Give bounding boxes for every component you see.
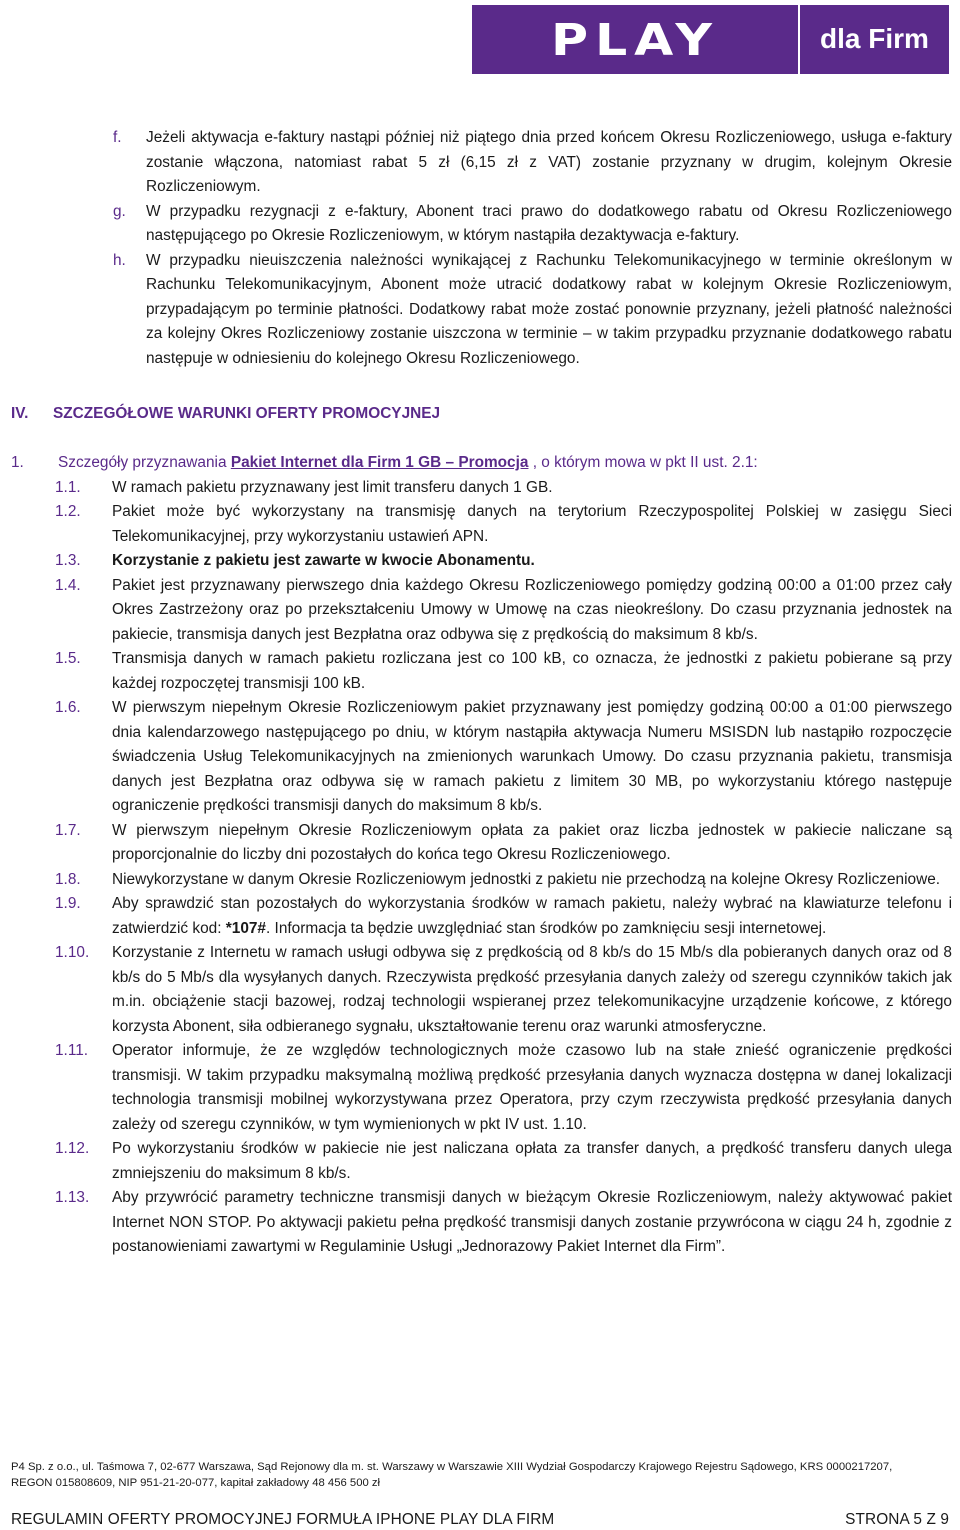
item-number: 1.2.	[55, 503, 81, 520]
item-number: 1.3.	[55, 552, 81, 569]
item-number: 1.6.	[55, 699, 81, 716]
intro-pre: Szczegóły przyznawania	[58, 454, 231, 471]
document-title: REGULAMIN OFERTY PROMOCYJNEJ FORMUŁA IPHONE PLAY DLA FIRM	[11, 1511, 555, 1528]
numbered-item	[0, 1186, 960, 1260]
list-item	[0, 126, 960, 200]
item-number: 1.7.	[55, 821, 81, 839]
item-number: 1.11.	[55, 1042, 89, 1059]
item-text: W pierwszym niepełnym Okresie Rozliczeniowym opłata za pakiet oraz liczba jednostek w pakiecie naliczane są proporcjonalnie do liczby dni pozostałych do końca tego Okresu Rozliczeniowego.	[112, 821, 952, 863]
section-title: SZCZEGÓŁOWE WARUNKI OFERTY PROMOCYJNEJ	[53, 405, 441, 422]
list-item	[0, 249, 960, 372]
numbered-item	[0, 696, 960, 819]
numbered-item	[0, 941, 960, 1039]
intro-number: 1.	[11, 454, 24, 471]
footer-line-2: REGON 015808609, NIP 951-21-20-077, kapitał zakładowy 48 456 500 zł	[11, 1477, 381, 1489]
item-number: 1.8.	[55, 870, 81, 888]
numbered-item	[0, 892, 960, 941]
item-text: Po wykorzystaniu środków w pakiecie nie jest naliczana opłata za transfer danych, a prędkość transferu danych ulega zmniejszeniu do maksimum 8 kb/s.	[112, 1140, 952, 1182]
item-text-post: . Informacja ta będzie uwzględniać stan środków po zamknięciu sesji internetowej.	[266, 919, 827, 937]
item-number: 1.4.	[55, 576, 81, 594]
play-dla-firm-logo	[472, 5, 949, 74]
numbered-item	[0, 647, 960, 696]
numbered-item	[0, 1039, 960, 1137]
item-text: Pakiet jest przyznawany pierwszego dnia każdego Okresu Rozliczeniowego pomiędzy godziną 00:00 a 01:00 przez cały Okres Zastrzeżony oraz po przekształceniu Umowy w Umowę na czas nieokreślony. Do czasu przyznania jednostek na pakiecie, transmisja danych jest Bezpłatna oraz odbywa się z prędkością do maksimum 8 kb/s.	[112, 576, 952, 643]
numbered-item	[0, 1137, 960, 1186]
numbered-item	[0, 549, 960, 574]
numbered-item	[0, 574, 960, 648]
dla-firm-logo-block	[800, 5, 949, 74]
item-text: Niewykorzystane w danym Okresie Rozliczeniowym jednostki z pakietu nie przechodzą na kolejne Okresy Rozliczeniowe.	[112, 870, 941, 888]
item-number: 1.12.	[55, 1140, 90, 1157]
item-text: W ramach pakietu przyznawany jest limit transferu danych 1 GB.	[112, 478, 553, 496]
item-number: 1.13.	[55, 1189, 90, 1206]
numbered-item	[0, 868, 960, 893]
intro-paragraph	[0, 451, 960, 476]
item-text: W pierwszym niepełnym Okresie Rozliczeniowym pakiet przyznawany jest pomiędzy godziną 00:00 a 01:00 pierwszego dnia kalendarzowego następującego po dniu, w którym nastąpiła aktywacja Numeru MSISDN lub nastąpiło rozpoczęcie świadczenia Usług Telekomunikacyjnych na zmienionych warunkach Umowy. Do czasu przyznania pakietu, transmisja danych jest Bezpłatna oraz odbywa się w ramach pakietu z limitem 30 MB, po wykorzystaniu którego następuje ograniczenie prędkości transmisji danych do maksimum 8 kb/s.	[112, 699, 952, 814]
logo-brand: PLAY	[551, 15, 719, 66]
play-logo-block	[472, 5, 798, 74]
item-text: Operator informuje, że ze względów technologicznych może czasowo lub na stałe znieść ograniczenie prędkości transmisji. W takim przypadku maksymalną możliwą prędkość przesyłania danych wyznacza dostępna w danej lokalizacji technologia transmisji mobilnej wykorzystywana przez Operatora, przy czym rzeczywista prędkość przesyłania danych zależy od szeregu czynników, w tym wymienionych w pkt IV ust. 1.10.	[112, 1042, 952, 1133]
numbered-item	[0, 819, 960, 868]
footer-line-1: P4 Sp. z o.o., ul. Taśmowa 7, 02-677 Warszawa, Sąd Rejonowy dla m. st. Warszawy w Warszawie XIII Wydział Gospodarczy Krajowego Rejestru Sądowego, KRS 0000217207,	[11, 1461, 893, 1473]
item-text: Korzystanie z Internetu w ramach usługi odbywa się z prędkością od 8 kb/s do 15 Mb/s dla pobieranych danych oraz od 8 kb/s do 5 Mb/s dla wysyłanych danych. Rzeczywista prędkość przesyłania danych zależy od szeregu czynników takich jak m.in. obciążenie stacji bazowej, rodzaj technologii wspieranej przez telekomunikacyjne urządzenie końcowe, z którego korzysta Abonent, siła odbieranego sygnału, ukształtowanie terenu oraz warunki atmosferyczne.	[112, 944, 952, 1035]
section-heading	[0, 405, 960, 423]
item-text: Aby przywrócić parametry techniczne transmisji danych w bieżącym Okresie Rozliczeniowym, należy aktywować pakiet Internet NON STOP. Po aktywacji pakietu pełna prędkość transmisji danych zostanie przywrócona w ciągu 24 h, zgodnie z postanowieniami zawartymi w Regulaminie Usługi „Jednorazowy Pakiet Internet dla Firm”.	[112, 1189, 952, 1255]
list-item-text: W przypadku rezygnacji z e-faktury, Abonent traci prawo do dodatkowego rabatu od Okresu Rozliczeniowego następującego po Okresie Rozliczeniowym, w którym nastąpiła dezaktywacja e-faktury.	[146, 202, 952, 244]
page-number: STRONA 5 Z 9	[845, 1511, 949, 1528]
item-text: Pakiet może być wykorzystany na transmisję danych na terytorium Rzeczypospolitej Polskiej w zasięgu Sieci Telekomunikacyjnej, przy wykorzystaniu ustawień APN.	[112, 503, 952, 545]
item-number: 1.10.	[55, 944, 90, 961]
list-marker: h.	[113, 251, 126, 269]
list-item-text: W przypadku nieuiszczenia należności wynikającej z Rachunku Telekomunikacyjnego w terminie określonym w Rachunku Telekomunikacyjnym, Abonent może utracić dodatkowy rabat w kolejnym Okresie Rozliczeniowym, przypadającym po terminie płatności. Dodatkowy rabat może zostać ponownie przyznany, jeżeli płatność należności za kolejny Okres Rozliczeniowy zostanie uiszczona w terminie – w takim przypadku przyznanie dodatkowego rabatu następuje w odniesieniu do kolejnego Okresu Rozliczeniowego.	[146, 251, 952, 367]
item-number: 1.5.	[55, 650, 81, 667]
numbered-item	[0, 500, 960, 549]
section-number: IV.	[11, 405, 29, 422]
numbered-item	[0, 476, 960, 501]
logo-sub: dla Firm	[820, 23, 929, 54]
item-text-bold: Korzystanie z pakietu jest zawarte w kwocie Abonamentu.	[112, 552, 535, 569]
company-footer	[11, 1459, 951, 1491]
list-item	[0, 200, 960, 249]
intro-post: , o którym mowa w pkt II ust. 2.1:	[528, 454, 758, 471]
item-text-pre: Aby sprawdzić stan pozostałych do wykorzystania środków w ramach pakietu, należy wybrać na klawiaturze telefonu i zatwierdzić kod:	[112, 895, 952, 937]
list-item-text: Jeżeli aktywacja e-faktury nastąpi później niż piątego dnia przed końcem Okresu Rozliczeniowego, usługa e-faktury zostanie włączona, natomiast rabat 5 zł (6,15 zł z VAT) zostanie przyznany w drugim, kolejnym Okresie Rozliczeniowym.	[146, 129, 952, 195]
item-number: 1.1.	[55, 478, 81, 496]
item-text: Transmisja danych w ramach pakietu rozliczana jest co 100 kB, co oznacza, że jednostki z pakietu pobierane są przy każdej rozpoczętej transmisji 100 kB.	[112, 650, 952, 692]
item-number: 1.9.	[55, 895, 81, 912]
intro-package-name: Pakiet Internet dla Firm 1 GB – Promocja	[230, 454, 529, 471]
document-body	[0, 126, 960, 1260]
list-marker: g.	[113, 202, 126, 220]
ussd-code: *107#	[225, 919, 266, 937]
list-marker: f.	[113, 129, 122, 146]
